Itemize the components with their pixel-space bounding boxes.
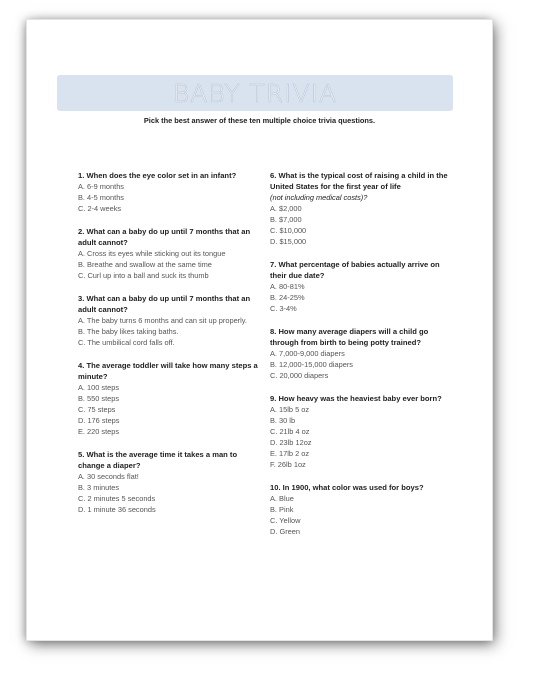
answer-list [270, 281, 450, 314]
answer-list [78, 248, 258, 281]
answer-option: C. The umbilical cord falls off. [78, 338, 175, 347]
answer-option: B. 550 steps [78, 394, 120, 403]
question-5 [78, 449, 258, 515]
answer-option: A. 6-9 months [78, 182, 125, 191]
answer-option: A. 15lb 5 oz [270, 405, 310, 414]
answer-option: A. 100 steps [78, 383, 120, 392]
answer-option: D. $15,000 [270, 237, 307, 246]
answer-list [78, 315, 258, 348]
answer-option: C. 2 minutes 5 seconds [78, 494, 156, 503]
answer-list [78, 471, 258, 515]
answer-option: B. 24-25% [270, 293, 305, 302]
answer-option: D. 176 steps [78, 416, 120, 425]
title-banner [57, 75, 453, 111]
question-1 [78, 170, 258, 214]
answer-option: A. Blue [270, 494, 294, 503]
answer-list [270, 404, 450, 470]
question-text: 2. What can a baby do up until 7 months that an adult cannot? [78, 227, 251, 247]
answer-list [270, 493, 450, 537]
answer-option: C. 21lb 4 oz [270, 427, 310, 436]
answer-option: A. Cross its eyes while sticking out its tongue [78, 249, 226, 258]
question-note: (not including medical costs)? [270, 193, 368, 202]
answer-option: A. 30 seconds flat! [78, 472, 139, 481]
answer-option: C. 2-4 weeks [78, 204, 122, 213]
answer-option: B. 4-5 months [78, 193, 125, 202]
question-3 [78, 293, 258, 348]
question-9 [270, 393, 450, 470]
answer-option: A. $2,000 [270, 204, 302, 213]
answer-list [270, 203, 450, 247]
question-4 [78, 360, 258, 437]
question-8 [270, 326, 450, 381]
answer-list [78, 181, 258, 214]
question-text: 9. How heavy was the heaviest baby ever born? [270, 394, 442, 403]
answer-option: C. 3-4% [270, 304, 297, 313]
answer-list [78, 382, 258, 437]
answer-option: B. 30 lb [270, 416, 296, 425]
answer-option: B. 12,000-15,000 diapers [270, 360, 354, 369]
question-text: 7. What percentage of babies actually arrive on their due date? [270, 260, 440, 280]
answer-option: C. Yellow [270, 516, 301, 525]
question-text: 4. The average toddler will take how many steps a minute? [78, 361, 258, 381]
answer-option: A. 7,000-9,000 diapers [270, 349, 345, 358]
question-2 [78, 226, 258, 281]
answer-option: B. $7,000 [270, 215, 302, 224]
answer-option: F. 26lb 1oz [270, 460, 306, 469]
question-6 [270, 170, 450, 247]
trivia-page [27, 20, 492, 640]
question-text: 1. When does the eye color set in an infant? [78, 171, 237, 180]
question-10 [270, 482, 450, 537]
answer-option: B. The baby likes taking baths. [78, 327, 179, 336]
question-text: 8. How many average diapers will a child go through from birth to being potty trained? [270, 327, 429, 347]
answer-option: A. The baby turns 6 months and can sit up properly. [78, 316, 247, 325]
answer-option: D. 1 minute 36 seconds [78, 505, 156, 514]
answer-option: C. $10,000 [270, 226, 307, 235]
question-text: 10. In 1900, what color was used for boys? [270, 483, 424, 492]
answer-option: E. 17lb 2 oz [270, 449, 310, 458]
answer-option: B. 3 minutes [78, 483, 120, 492]
right-question-column [270, 170, 450, 549]
answer-option: C. 75 steps [78, 405, 116, 414]
question-text: 3. What can a baby do up until 7 months that an adult cannot? [78, 294, 251, 314]
answer-option: D. 23lb 12oz [270, 438, 312, 447]
answer-option: B. Pink [270, 505, 294, 514]
instructions: Pick the best answer of these ten multiple choice trivia questions. [143, 116, 376, 125]
answer-option: E. 220 steps [78, 427, 120, 436]
answer-option: C. Curl up into a ball and suck its thumb [78, 271, 209, 280]
question-text: 6. What is the typical cost of raising a child in the United States for the first year of life [270, 171, 448, 191]
answer-option: C. 20,000 diapers [270, 371, 329, 380]
answer-option: A. 80-81% [270, 282, 305, 291]
answer-option: D. Green [270, 527, 300, 536]
question-text: 5. What is the average time it takes a man to change a diaper? [78, 450, 238, 470]
page-title: BABY TRIVIA [172, 78, 338, 108]
answer-list [270, 348, 450, 381]
left-question-column [78, 170, 258, 527]
question-7 [270, 259, 450, 314]
answer-option: B. Breathe and swallow at the same time [78, 260, 212, 269]
